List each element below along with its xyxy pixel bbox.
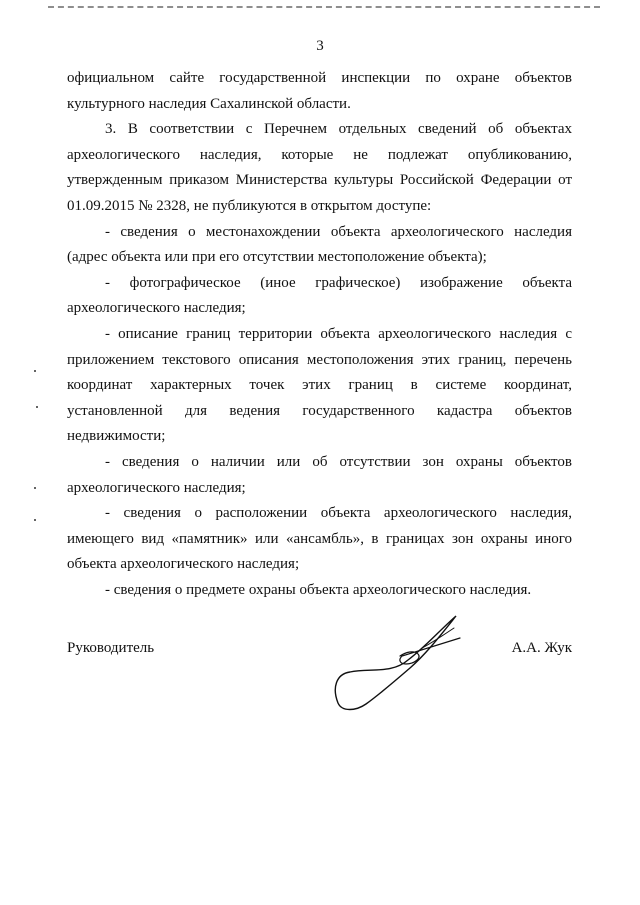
scan-speck xyxy=(34,487,36,489)
scan-speck xyxy=(36,406,38,408)
paragraph-item-3: 3. В соответствии с Перечнем отдельных сведений об объектах археологического наследия, которые не подлежат опубликованию, утвержденным приказом Министерства культуры Российской Федерации от 01.09.2015 № 2328, не публикуются в открытом доступе: xyxy=(67,121,572,214)
signer-title: Руководитель xyxy=(67,640,155,656)
list-item-monument-location: - сведения о расположении объекта археологического наследия, имеющего вид «памятник» или «ансамбль», в границах зон охраны иного объекта археологического наследия; xyxy=(67,505,572,573)
scan-speck xyxy=(34,519,36,521)
scan-speck xyxy=(34,370,36,372)
list-item-protection-zones: - сведения о наличии или об отсутствии зон охраны объектов археологического наследия; xyxy=(67,453,572,496)
document-body xyxy=(67,66,572,603)
page-number: 3 xyxy=(316,38,324,54)
handwritten-signature xyxy=(330,608,470,718)
scan-edge-artifact xyxy=(48,6,600,8)
list-item-protection-subject: - сведения о предмете охраны объекта археологического наследия. xyxy=(105,581,532,598)
paragraph-continuation: официальном сайте государственной инспекции по охране объектов культурного наследия Сахалинской области. xyxy=(67,70,572,112)
list-item-boundaries: - описание границ территории объекта археологического наследия с приложением текстового описания местоположения этих границ, перечень координат характерных точек этих границ в системе координат, установленной для ведения государственного кадастра объектов недвижимости; xyxy=(67,325,572,445)
list-item-photo: - фотографическое (иное графическое) изображение объекта археологического наследия; xyxy=(67,274,572,317)
signer-name: А.А. Жук xyxy=(511,640,572,656)
list-item-location: - сведения о местонахождении объекта археологического наследия (адрес объекта или при его отсутствии местоположение объекта); xyxy=(67,223,572,266)
